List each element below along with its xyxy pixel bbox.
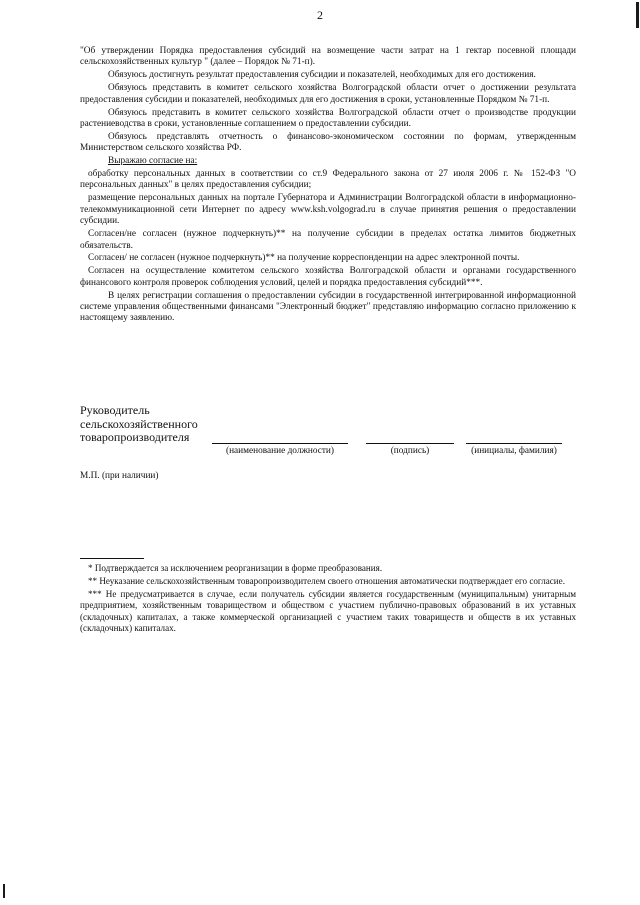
footnotes <box>80 563 576 636</box>
paragraph-obligation-report-production: Обязуюсь представить в комитет сельского хозяйства Волгоградской области отчет о производстве продукции растениеводства в сроки, установленные соглашением о предоставлении субсидии. <box>80 107 576 129</box>
document-body <box>80 46 576 326</box>
footnote-2: ** Неуказание сельскохозяйственным товаропроизводителем своего отношения автоматически подтверждает его согласие. <box>88 575 565 586</box>
signature-block <box>80 404 580 464</box>
position-caption: (наименование должности) <box>225 446 335 456</box>
paragraph-agree-inspections: Согласен на осуществление комитетом сельского хозяйства Волгоградской области и органами государственного финансового контроля проверок соблюдения условий, целей и порядка предоставления субсидий***. <box>80 266 576 288</box>
paragraph-consent-personal-data: обработку персональных данных в соответствии со ст.9 Федерального закона от 27 июля 2006 г. № 152-ФЗ "О персональных данных" в целях предоставления субсидии; <box>80 169 576 191</box>
paragraph-consent-publication: размещение персональных данных на портале Губернатора и Администрации Волгоградской области в информационно-телекоммуникационной сети Интернет по адресу www.ksh.volgograd.ru в случае принятия решения о предоставлении субсидии. <box>80 193 576 227</box>
signatory-title-line-3: товаропроизводителя <box>80 430 190 444</box>
paragraph-obligation-result: Обязуюсь достигнуть результат предоставления субсидии и показателей, необходимых для его достижения. <box>108 70 536 81</box>
consent-heading-text: Выражаю согласие на: <box>108 156 198 167</box>
signatory-title-line-2: сельскохозяйственного <box>80 416 198 431</box>
signatory-title <box>80 404 198 445</box>
position-line <box>212 443 348 444</box>
paragraph-obligation-financial-reporting: Обязуюсь представлять отчетность о финансово-экономическом состоянии по формам, утвержденным Министерством сельского хозяйства РФ. <box>80 131 576 154</box>
page-number: 2 <box>317 8 323 22</box>
signatory-title-line-1: Руководитель <box>80 403 150 417</box>
paragraph-order-title: "Об утверждении Порядка предоставления субсидий на возмещение части затрат на 1 гектар посевной площади сельскохозяйственных культур " (далее – Порядок № 71-п). <box>80 46 576 68</box>
signature-caption: (подпись) <box>390 446 430 456</box>
paragraph-obligation-report-result: Обязуюсь представить в комитет сельского хозяйства Волгоградской области отчет о достижении результата предоставления субсидии и показателей, необходимых для его достижения в сроки, установленные Порядком № 71-п. <box>80 83 576 105</box>
paragraph-agree-email: Согласен/ не согласен (нужное подчеркнуть)** на получение корреспонденции на адрес электронной почты. <box>88 253 520 264</box>
signature-line <box>366 443 454 444</box>
stamp-placeholder: М.П. (при наличии) <box>80 471 159 481</box>
footnote-3: *** Не предусматривается в случае, если получатель субсидии является государственным (муниципальным) унитарным предприятием, хозяйственным товариществом и обществом с участием публично-правовых образований в их уставных (складочных) капиталах, а также коммерческой организацией с участием таких товариществ и обществ в их уставных (складочных) капиталах. <box>80 588 576 634</box>
scan-edge-mark-top <box>636 2 639 28</box>
paragraph-agree-limits: Согласен/не согласен (нужное подчеркнуть)** на получение субсидии в пределах остатка лимитов бюджетных обязательств. <box>80 229 576 251</box>
name-line <box>466 443 562 444</box>
scan-edge-mark-bottom <box>3 884 5 898</box>
footnote-separator <box>80 558 144 559</box>
paragraph-electronic-budget: В целях регистрации соглашения о предоставлении субсидии в государственной интегрированной информационной системе управления общественными финансами "Электронный бюджет" представляю информацию согласно приложению к настоящему заявлению. <box>80 290 576 324</box>
footnote-1: * Подтверждается за исключением реорганизации в форме преобразования. <box>88 563 383 573</box>
paragraph-consent-heading <box>80 156 576 167</box>
name-caption: (инициалы, фамилия) <box>471 446 557 456</box>
